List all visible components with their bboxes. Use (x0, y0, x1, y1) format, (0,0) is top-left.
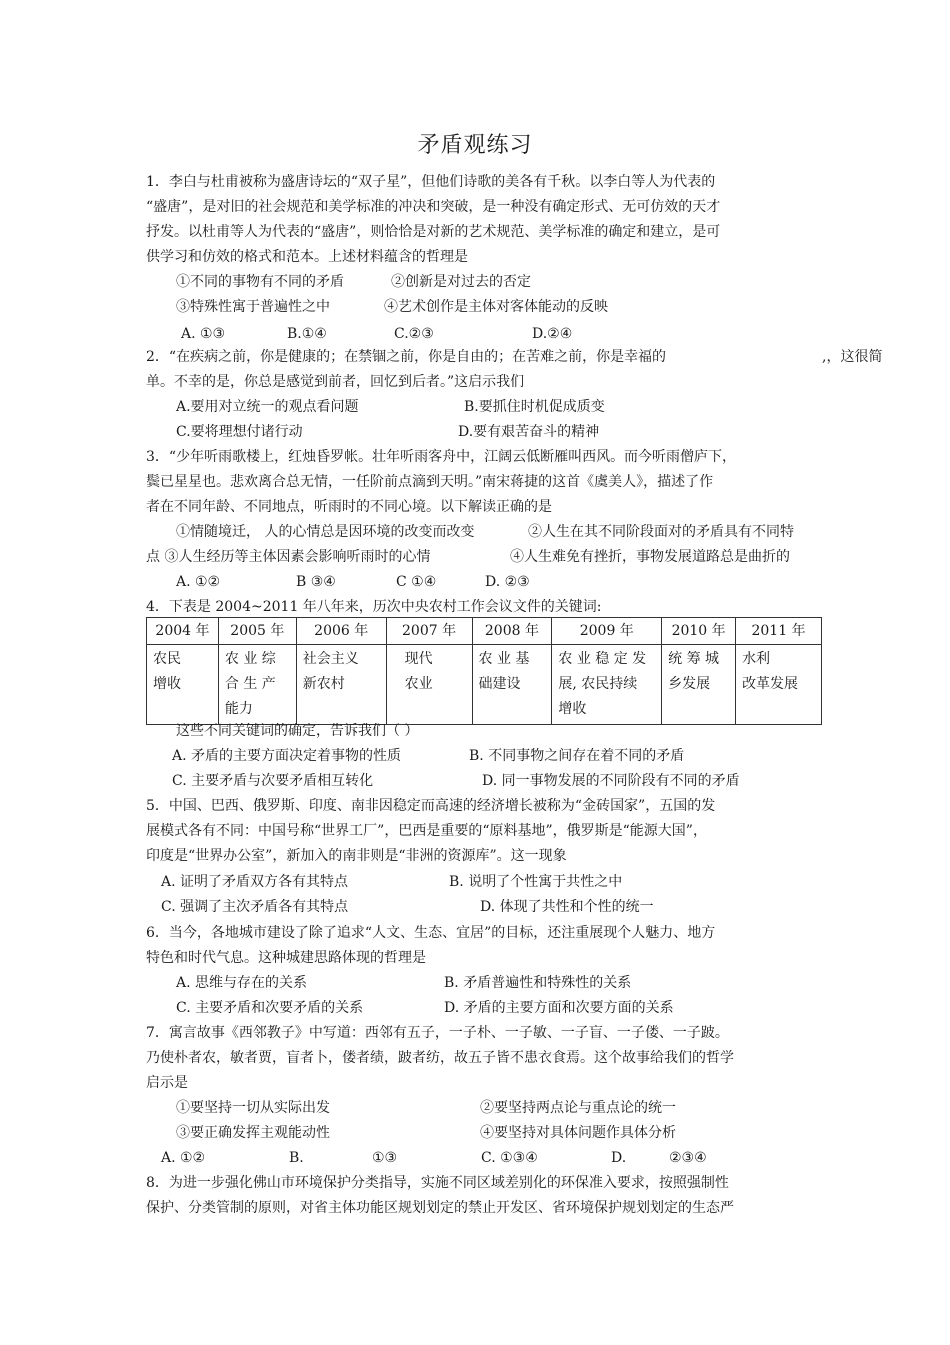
q5-option-c: C. 强调了主次矛盾各有其特点 (161, 899, 349, 915)
q8-line: 保护、分类管制的原则，对省主体功能区规划划定的禁止开发区、省环境保护规划划定的生态严 (146, 1200, 734, 1216)
year-cell: 2005 年 (218, 618, 296, 645)
q3-statement: ②人生在其不同阶段面对的矛盾具有不同特 (528, 524, 794, 540)
q4-intro: 4．下表是 2004~2011 年八年来，历次中央农村工作会议文件的关键词: (146, 599, 602, 615)
q3-option-c: C ①④ (396, 574, 437, 590)
q3-line: 鬓已星星也。悲欢离合总无情，一任阶前点滴到天明。”南宋蒋捷的这首《虞美人》，描述了作 (146, 474, 714, 490)
q5-option-a: A. 证明了矛盾双方各有其特点 (161, 874, 349, 890)
q7-line: 乃使朴者农，敏者贾，盲者卜，偻者绩，跛者纺，故五子皆不患衣食焉。这个故事给我们的哲学 (146, 1050, 734, 1066)
q6-option-d: D. 矛盾的主要方面和次要方面的关系 (444, 1000, 674, 1016)
keyword-line: 合 生 产 (224, 676, 276, 692)
q3-option-d: D. ②③ (485, 574, 530, 590)
q4-option-a: A. 矛盾的主要方面决定着事物的性质 (172, 748, 402, 764)
keyword-line: 社会主义 (302, 651, 359, 667)
keyword-line: 统 筹 城 (668, 651, 720, 667)
q3-option-a: A. ①② (176, 574, 221, 590)
keyword-line: 农业 (404, 676, 433, 692)
q4-option-d: D. 同一事物发展的不同阶段有不同的矛盾 (482, 773, 740, 789)
q7-statement: ④要坚持对具体问题作具体分析 (480, 1125, 676, 1141)
q1-statement: ④艺术创作是主体对客体能动的反映 (384, 299, 608, 315)
q1-option-b: B.①④ (287, 326, 327, 342)
year-cell: 2009 年 (552, 618, 662, 645)
q3-statement: ①情随境迁， 人的心情总是因环境的改变而改变 (176, 524, 475, 540)
keyword-cell (662, 645, 736, 725)
q7-line: 启示是 (146, 1075, 188, 1091)
q2-option-d: D.要有艰苦奋斗的精神 (458, 424, 600, 440)
q2-option-c: C.要将理想付诸行动 (176, 424, 303, 440)
keyword-cell (218, 645, 296, 725)
q7-statement: ②要坚持两点论与重点论的统一 (480, 1100, 676, 1116)
q2-line: 2．“在疾病之前，你是健康的；在禁锢之前，你是自由的；在苦难之前，你是幸福的 (146, 349, 667, 365)
year-cell: 2004 年 (147, 618, 219, 645)
q3-statement: ④人生难免有挫折，事物发展道路总是曲折的 (510, 549, 790, 565)
keyword-cell (472, 645, 552, 725)
year-cell: 2011 年 (736, 618, 822, 645)
keyword-cell (147, 645, 219, 725)
keyword-line: 农民 (153, 651, 181, 667)
q7-option-d-label: D. (611, 1150, 627, 1166)
q5-option-d: D. 体现了共性和个性的统一 (480, 899, 654, 915)
q2-option-b: B.要抓住时机促成质变 (464, 399, 605, 415)
q1-line: 1．李白与杜甫被称为盛唐诗坛的“双子星”，但他们诗歌的美各有千秋。以李白等人为代表的 (146, 174, 716, 190)
keyword-line: 新农村 (302, 676, 345, 692)
keyword-line: 增收 (558, 701, 587, 717)
q6-option-c: C. 主要矛盾和次要矛盾的关系 (176, 1000, 364, 1016)
q1-option-c: C.②③ (394, 326, 434, 342)
year-cell: 2010 年 (662, 618, 736, 645)
q1-option-d: D.②④ (532, 326, 573, 342)
q1-statement: ③特殊性寓于普遍性之中 (176, 299, 330, 315)
q7-option-b-value: ①③ (372, 1150, 398, 1166)
q8-line: 8．为进一步强化佛山市环境保护分类指导，实施不同区域差别化的环保准入要求，按照强制性 (146, 1175, 729, 1191)
q3-option-b: B ③④ (296, 574, 336, 590)
q3-line: 3．“少年听雨歌楼上，红烛昏罗帐。壮年听雨客舟中，江阔云低断雁叫西风。而今听雨僧庐下， (146, 449, 737, 465)
table-header-row (147, 618, 822, 645)
table-row (147, 645, 822, 725)
year-cell: 2007 年 (386, 618, 472, 645)
q3-line: 者在不同年龄、不同地点，听雨时的不同心境。以下解读正确的是 (146, 499, 552, 515)
keyword-line: 能力 (224, 701, 253, 717)
q6-option-a: A. 思维与存在的关系 (176, 975, 308, 991)
keywords-table (146, 617, 822, 725)
keyword-cell (552, 645, 662, 725)
keyword-line: 础建设 (478, 676, 521, 692)
q6-line: 特色和时代气息。这种城建思路体现的哲理是 (146, 950, 426, 966)
q7-statement: ③要正确发挥主观能动性 (176, 1125, 330, 1141)
q1-line: 供学习和仿效的格式和范本。上述材料蕴含的哲理是 (146, 249, 468, 265)
keyword-cell (296, 645, 386, 725)
keyword-line: 乡发展 (668, 676, 711, 692)
keyword-line: 农 业 稳 定 发 (558, 651, 647, 667)
q1-statement: ②创新是对过去的否定 (391, 274, 531, 290)
q2-option-a: A.要用对立统一的观点看问题 (176, 399, 359, 415)
q1-option-a: A. ①③ (181, 326, 226, 342)
q5-option-b: B. 说明了个性寓于共性之中 (449, 874, 623, 890)
page-title: 矛盾观练习 (417, 133, 533, 158)
q4-option-b: B. 不同事物之间存在着不同的矛盾 (469, 748, 685, 764)
q1-statement: ①不同的事物有不同的矛盾 (176, 274, 344, 290)
year-cell: 2008 年 (472, 618, 552, 645)
q2-line: 单。不幸的是，你总是感觉到前者，回忆到后者。”这启示我们 (146, 374, 525, 390)
q7-option-d-value: ②③④ (669, 1150, 707, 1166)
q7-statement: ①要坚持一切从实际出发 (176, 1100, 330, 1116)
q7-line: 7．寓言故事《西邻教子》中写道：西邻有五子，一子朴、一子敏、一子盲、一子偻、一子跛。 (146, 1025, 729, 1041)
q3-statement: 点 ③人生经历等主体因素会影响听雨时的心情 (146, 549, 431, 565)
q5-line: 印度是“世界办公室”，新加入的南非则是“非洲的资源库”。这一现象 (146, 848, 567, 864)
q7-option-c: C. ①③④ (481, 1150, 538, 1166)
q2-line-end: ,，这很简 (822, 349, 883, 365)
keyword-cell (386, 645, 472, 725)
keyword-line: 展, 农民持续 (558, 676, 638, 692)
keyword-line: 增收 (153, 676, 181, 692)
keyword-line: 农 业 基 (478, 651, 530, 667)
q6-option-b: B. 矛盾普遍性和特殊性的关系 (444, 975, 632, 991)
keyword-line: 改革发展 (742, 676, 799, 692)
q1-line: 抒发。以杜甫等人为代表的“盛唐”，则恰恰是对新的艺术规范、美学标准的确定和建立，是可 (146, 224, 721, 240)
q7-option-b-label: B. (289, 1150, 304, 1166)
keyword-line: 农 业 综 (224, 651, 276, 667)
year-cell: 2006 年 (296, 618, 386, 645)
keyword-line: 水利 (742, 651, 771, 667)
q4-question: 这些不同关键词的确定，告诉我们（ ） (176, 723, 419, 739)
q5-line: 展模式各有不同：中国号称“世界工厂”，巴西是重要的“原料基地”，俄罗斯是“能源大国”， (146, 823, 707, 839)
keyword-cell (736, 645, 822, 725)
keyword-line: 现代 (404, 651, 433, 667)
q7-option-a: A. ①② (161, 1150, 206, 1166)
q4-option-c: C. 主要矛盾与次要矛盾相互转化 (172, 773, 374, 789)
q5-line: 5．中国、巴西、俄罗斯、印度、南非因稳定而高速的经济增长被称为“金砖国家”，五国的发 (146, 798, 716, 814)
q6-line: 6．当今，各地城市建设了除了追求“人文、生态、宜居”的目标，还注重展现个人魅力、地方 (146, 925, 716, 941)
q1-line: “盛唐”，是对旧的社会规范和美学标准的冲决和突破，是一种没有确定形式、无可仿效的天才 (146, 199, 721, 215)
